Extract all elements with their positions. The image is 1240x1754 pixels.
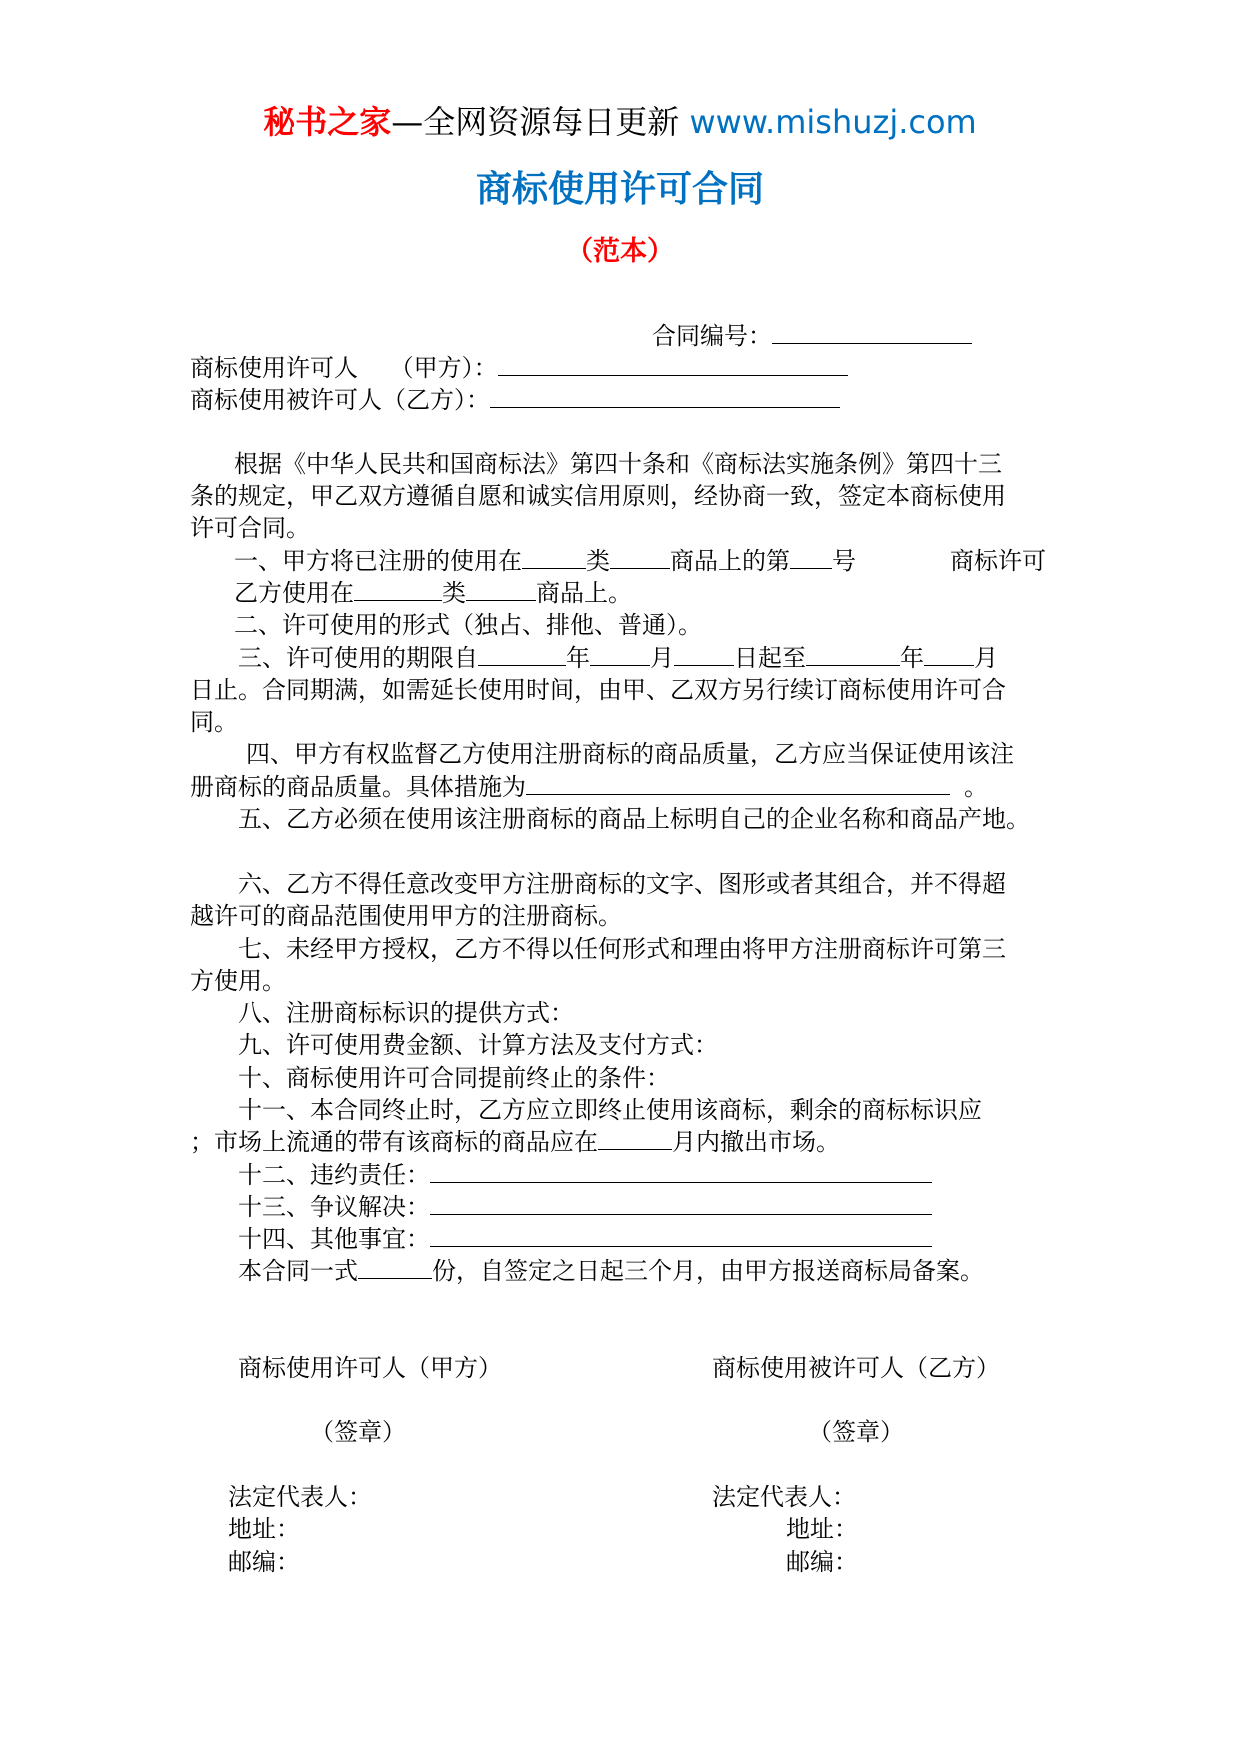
clause-1-text-g: 类 [442,579,466,607]
site-header [0,100,1240,144]
clause-1-text-b: 类 [586,547,610,575]
clause-1-text-f: 乙方使用在 [234,579,354,607]
clause-3-text-a: 三、许可使用的期限自 [238,644,478,672]
signature-left-party: 商标使用许可人（甲方） [238,1354,502,1382]
clause-1-class-blank [522,546,586,569]
signature-right-rep: 法定代表人： [712,1483,856,1511]
preamble-line-3: 许可合同。 [190,514,310,542]
clause-9: 九、许可使用费金额、计算方法及支付方式： [238,1031,718,1059]
clause-1-licensee-goods-blank [466,578,536,601]
preamble-line-1: 根据《中华人民共和国商标法》第四十条和《商标法实施条例》第四十三 [234,450,1002,478]
signature-left-postcode: 邮编： [228,1548,300,1576]
clause-10: 十、商标使用许可合同提前终止的条件： [238,1064,670,1092]
clause-14-blank [430,1224,932,1247]
clause-1-text-c: 商品上的第 [670,547,790,575]
clause-7-line-2: 方使用。 [190,967,286,995]
clause-13-label: 十三、争议解决： [238,1193,430,1221]
clause-12-label: 十二、违约责任： [238,1161,430,1189]
clause-14-label: 十四、其他事宜： [238,1225,430,1253]
licensor-row [190,352,848,384]
clause-1-licensee-class-blank [354,578,442,601]
licensee-row [190,384,840,416]
clause-1-text-d: 号 [832,547,856,575]
clause-3-text-c: 月 [650,644,674,672]
clause-1-number-blank [790,546,832,569]
clause-11-text-b: 月内撤出市场。 [672,1128,840,1156]
signature-left-rep: 法定代表人： [228,1483,372,1511]
header-url-link[interactable]: www.mishuzj.com [689,103,977,141]
clause-12-blank [430,1160,932,1183]
document-title: 商标使用许可合同 [475,169,764,210]
copies-text-b: 份，自签定之日起三个月，由甲方报送商标局备案。 [432,1257,984,1285]
clause-3-start-month-blank [590,643,650,666]
clause-6-line-2: 越许可的商品范围使用甲方的注册商标。 [190,902,622,930]
contract-number-blank [772,321,972,344]
clause-13-blank [430,1192,932,1215]
licensor-blank [498,353,848,376]
clause-3-text-b: 年 [566,644,590,672]
clause-4-text-a: 册商标的商品质量。具体措施为 [190,773,526,801]
clause-4-measures-blank [526,772,950,795]
clause-3-line-1 [238,642,998,674]
licensee-blank [490,385,840,408]
clause-7-line-1: 七、未经甲方授权，乙方不得以任何形式和理由将甲方注册商标许可第三 [238,935,1006,963]
clause-1-line-1 [234,545,856,577]
clause-11-text-a: ；市场上流通的带有该商标的商品应在 [190,1128,598,1156]
signature-right-address: 地址： [786,1515,858,1543]
copies-count-blank [358,1256,432,1279]
signature-right-seal: （签章） [808,1418,904,1446]
clause-3-end-year-blank [806,643,900,666]
document-subtitle: （范本） [566,236,674,267]
clause-1-goods-blank [610,546,670,569]
clause-6-line-1: 六、乙方不得任意改变甲方注册商标的文字、图形或者其组合，并不得超 [238,870,1006,898]
clause-4-line-2 [190,771,988,803]
contract-number-label: 合同编号： [652,322,772,350]
clause-11-months-blank [598,1127,672,1150]
signature-left-seal: （签章） [310,1418,406,1446]
clause-3-text-d: 日起至 [734,644,806,672]
clause-1-license-text: 商标许可 [950,547,1046,575]
clause-1-text-h: 商品上。 [536,579,632,607]
brand-name: 秘书之家 [263,103,392,141]
copies-line [238,1255,984,1287]
clause-4-line-1: 四、甲方有权监督乙方使用注册商标的商品质量，乙方应当保证使用该注 [246,740,1014,768]
clause-3-line-3: 同。 [190,708,238,736]
clause-3-text-f: 月 [974,644,998,672]
clause-3-end-month-blank [924,643,974,666]
contract-number-row [652,320,972,352]
clause-13 [238,1191,932,1223]
clause-3-text-e: 年 [900,644,924,672]
signature-right-party: 商标使用被许可人（乙方） [712,1354,1000,1382]
clause-5: 五、乙方必须在使用该注册商标的商品上标明自己的企业名称和商品产地。 [238,805,1030,833]
clause-8: 八、注册商标标识的提供方式： [238,999,574,1027]
header-tagline: —全网资源每日更新 [391,103,680,141]
clause-4-text-b: 。 [964,773,988,801]
clause-3-start-day-blank [674,643,734,666]
clause-11-line-2 [190,1126,840,1158]
licensee-label: 商标使用被许可人（乙方）： [190,386,490,414]
clause-14 [238,1223,932,1255]
clause-2: 二、许可使用的形式（独占、排他、普通）。 [234,611,702,639]
copies-text-a: 本合同一式 [238,1257,358,1285]
clause-1-line-2 [234,577,632,609]
preamble-line-2: 条的规定，甲乙双方遵循自愿和诚实信用原则，经协商一致，签定本商标使用 [190,482,1006,510]
signature-left-address: 地址： [228,1515,300,1543]
licensor-label: 商标使用许可人 （甲方）： [190,354,498,382]
clause-1-text-a: 一、甲方将已注册的使用在 [234,547,522,575]
clause-3-line-2: 日止。合同期满，如需延长使用时间，由甲、乙双方另行续订商标使用许可合 [190,676,1006,704]
clause-11-line-1: 十一、本合同终止时，乙方应立即终止使用该商标，剩余的商标标识应 [238,1096,982,1124]
signature-right-postcode: 邮编： [786,1548,858,1576]
clause-12 [238,1159,932,1191]
clause-3-start-year-blank [478,643,566,666]
